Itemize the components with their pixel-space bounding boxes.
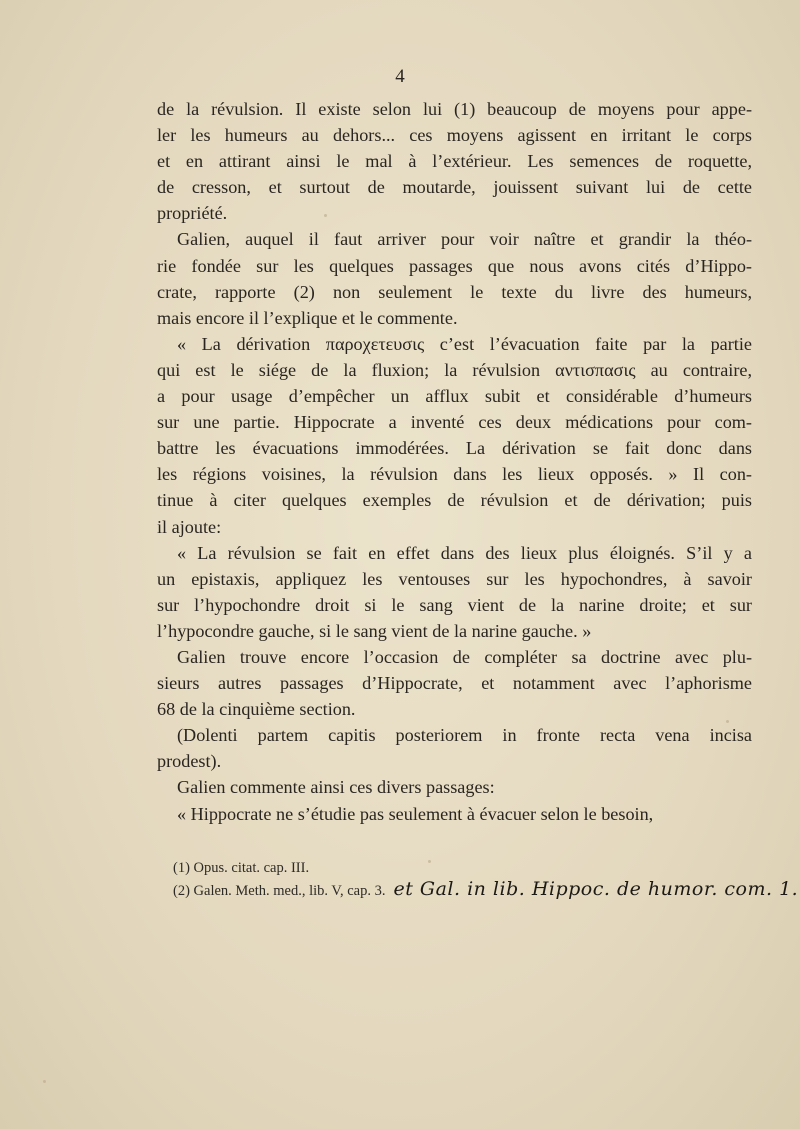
footnotes — [173, 858, 799, 902]
handwritten-annotation: et Gal. in lib. Hippoc. de humor. com. 1. — [393, 878, 799, 900]
text-line: Galien commente ainsi ces divers passages: — [177, 777, 495, 798]
body-text — [157, 96, 752, 827]
text-line: rie fondée sur les quelques passages que nous avons cités d’Hippo- — [157, 255, 752, 276]
text-line: propriété. — [157, 203, 228, 224]
text-line: il ajoute: — [157, 516, 222, 537]
text-line: Galien, auquel il faut arriver pour voir naître et grandir la théo- — [177, 229, 752, 250]
text-line: crate, rapporte (2) non seulement le texte du livre des humeurs, — [157, 281, 752, 302]
text-line: (Dolenti partem capitis posteriorem in fronte recta vena incisa — [177, 725, 752, 746]
text-line: mais encore il l’explique et le commente. — [157, 307, 458, 328]
text-line: qui est le siége de la fluxion; la révulsion αντισπασις au contraire, — [157, 359, 752, 380]
text-line: battre les évacuations immodérées. La dérivation se fait donc dans — [157, 438, 752, 459]
footnote-1: (1) Opus. citat. cap. III. — [173, 860, 310, 876]
text-line: tinue à citer quelques exemples de révulsion et de dérivation; puis — [157, 490, 752, 511]
footnote-2 — [173, 878, 799, 902]
text-line: ler les humeurs au dehors... ces moyens agissent en irritant le corps — [157, 125, 752, 146]
footnote-2-text: (2) Galen. Meth. med., lib. V, cap. 3. — [173, 883, 386, 899]
text-line: prodest). — [157, 751, 222, 772]
text-line: sieurs autres passages d’Hippocrate, et notamment avec l’aphorisme — [157, 673, 752, 694]
text-line: un epistaxis, appliquez les ventouses sur les hypochondres, à savoir — [157, 568, 752, 589]
text-line: sur l’hypochondre droit si le sang vient de la narine droite; et sur — [157, 594, 752, 615]
text-line: a pour usage d’empêcher un afflux subit et considérable d’humeurs — [157, 386, 752, 407]
text-line: 68 de la cinquième section. — [157, 699, 356, 720]
text-line: sur une partie. Hippocrate a inventé ces deux médications pour com- — [157, 412, 752, 433]
text-line: « Hippocrate ne s’étudie pas seulement à évacuer selon le besoin, — [177, 803, 654, 824]
text-line: les régions voisines, la révulsion dans les lieux opposés. » Il con- — [157, 464, 752, 485]
text-line: et en attirant ainsi le mal à l’extérieur. Les semences de roquette, — [157, 151, 752, 172]
text-line: « La révulsion se fait en effet dans des lieux plus éloignés. S’il y a — [177, 542, 752, 563]
page-number: 4 — [395, 66, 405, 87]
text-line: Galien trouve encore l’occasion de compléter sa doctrine avec plu- — [177, 646, 752, 667]
text-line: l’hypocondre gauche, si le sang vient de la narine gauche. » — [157, 620, 592, 641]
text-line: de la révulsion. Il existe selon lui (1) beaucoup de moyens pour appe- — [157, 99, 752, 119]
paper-speck — [43, 1080, 46, 1083]
text-line: « La dérivation παροχετευσις c’est l’évacuation faite par la partie — [177, 333, 752, 354]
text-line: de cresson, et surtout de moutarde, jouissent suivant lui de cette — [157, 177, 752, 198]
